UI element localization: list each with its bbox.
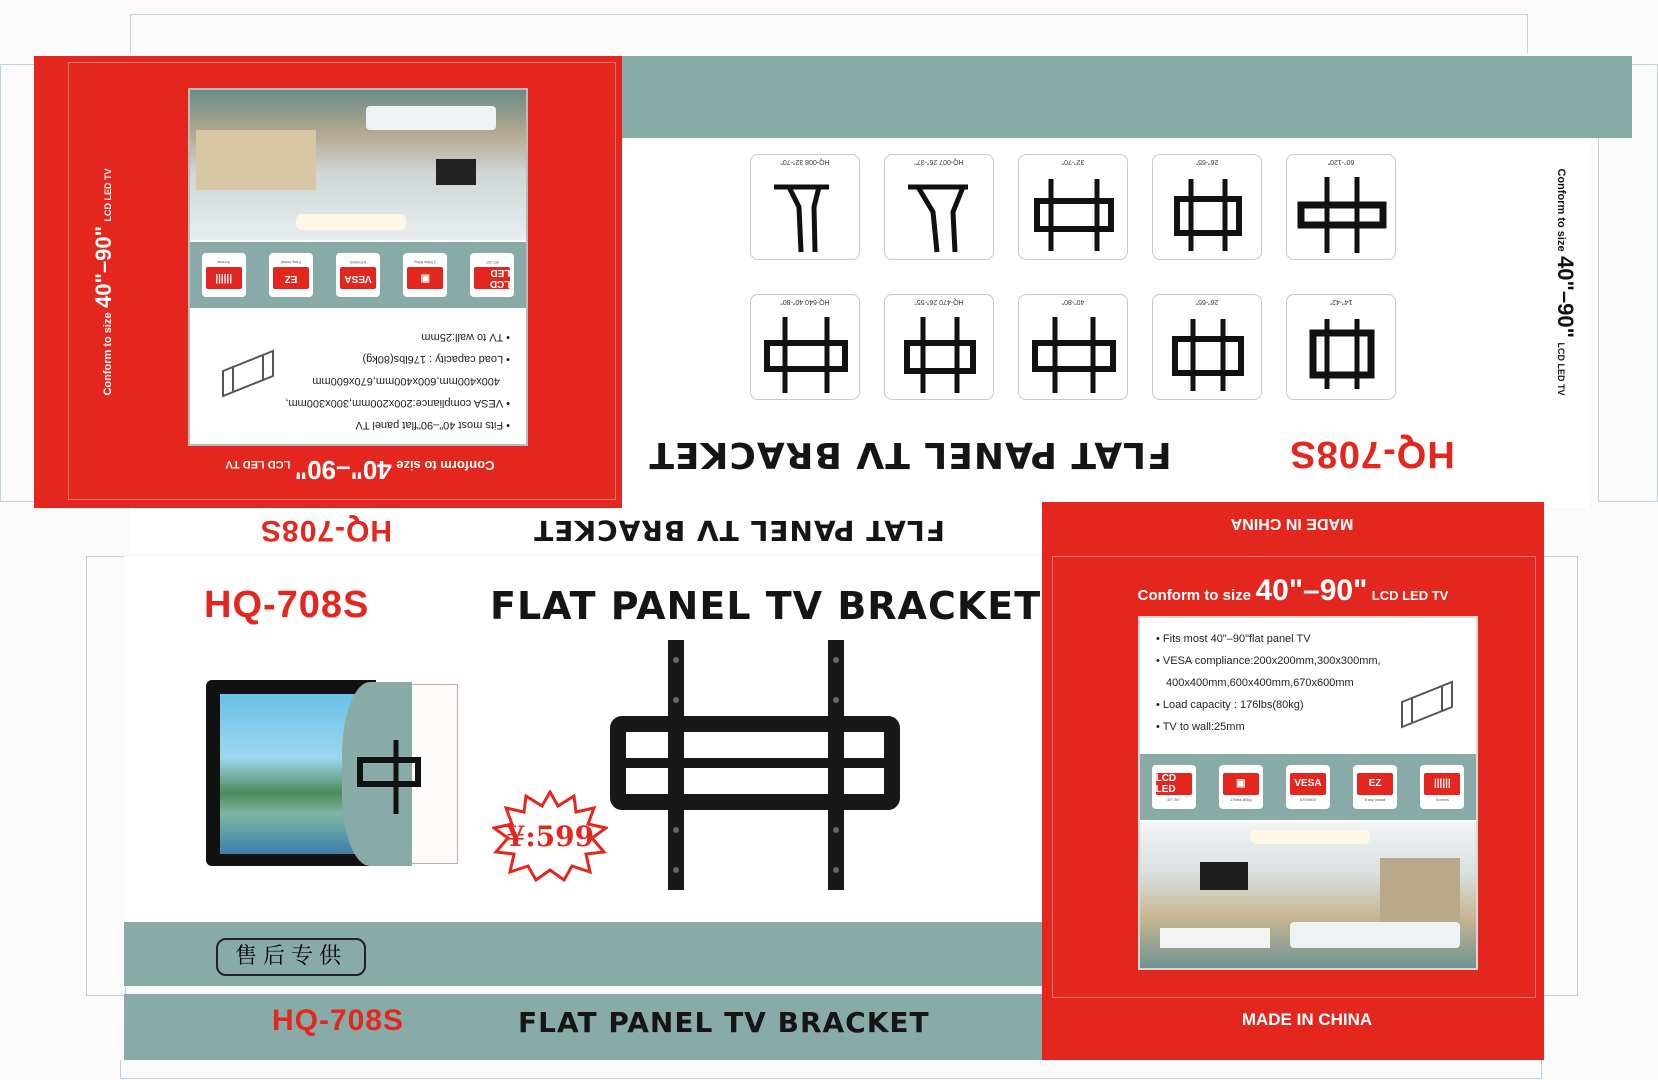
front-sku: HQ-708S bbox=[204, 584, 370, 626]
front-origin: MADE IN CHINA bbox=[1241, 1010, 1373, 1029]
bracket-glyph bbox=[1303, 315, 1381, 393]
thumb-frame-5: HQ-470 26"-55" bbox=[884, 294, 994, 400]
bracket-glyph bbox=[1297, 173, 1387, 255]
lcd-led-icon: LCD LED 40"-90" bbox=[1152, 765, 1196, 809]
thumb-frame-8: 14"-42" bbox=[1286, 294, 1396, 400]
left-vertical-size-line: Conform to size 40"–90" LCD LED TV bbox=[91, 168, 116, 396]
dieline-lower-left bbox=[86, 556, 126, 996]
thumb-frame-1: 32"-70" bbox=[1018, 154, 1128, 260]
dieline-bottom bbox=[120, 1060, 1542, 1079]
thumb-arm-2: HQ-007 26"-37" bbox=[884, 154, 994, 260]
tilt-arm-glyph bbox=[903, 177, 977, 255]
price-tag: ¥:599 bbox=[505, 820, 595, 853]
bracket-glyph bbox=[1029, 313, 1119, 395]
vesa-icon: VESA 670X600 bbox=[1286, 765, 1330, 809]
peel-bracket-glyph bbox=[356, 736, 426, 816]
thumb-frame-7: 26"-65" bbox=[1152, 294, 1262, 400]
front-size-line: Conform to size 40"–90" LCD LED TV bbox=[1137, 574, 1449, 607]
tilt-arm-glyph bbox=[769, 177, 843, 255]
flap-flipped-title: FLAT PANEL TV BRACKET bbox=[533, 514, 945, 547]
dieline-left bbox=[0, 64, 36, 502]
load-capacity-icon: ▣ 176lbs 80kg bbox=[1219, 765, 1263, 809]
dieline-top bbox=[130, 14, 1528, 53]
front-feature-icon-strip bbox=[1140, 754, 1476, 820]
top-spec-panel bbox=[188, 88, 528, 446]
bracket-glyph bbox=[1029, 173, 1119, 255]
bottom-sku: HQ-708S bbox=[272, 1004, 405, 1037]
right-vertical-size-line: Conform to size 40"–90" LCD LED TV bbox=[1553, 168, 1578, 396]
bracket-diagram bbox=[203, 336, 283, 406]
screws-icon: |||||| Screws bbox=[1420, 765, 1464, 809]
bracket-glyph bbox=[895, 313, 985, 395]
bracket-glyph bbox=[1163, 173, 1253, 255]
lcd-led-icon: LCD LED 40"-90" bbox=[470, 253, 514, 297]
top-flipped-sku: HQ-708S bbox=[1289, 433, 1455, 475]
spec-list: • Fits most 40"–90"flat panel TV • VESA compliance:200x200mm,300x300mm, 400x400mm,600x400mm,670x600mm • Load capacity : 176lbs(80kg) • TV to wall:25mm bbox=[285, 331, 510, 431]
bracket-glyph bbox=[761, 313, 851, 395]
bottom-title: FLAT PANEL TV BRACKET bbox=[518, 1006, 930, 1039]
ez-install-icon: EZ Easy install bbox=[269, 253, 313, 297]
bracket-product-glyph bbox=[610, 640, 900, 890]
front-spec-list: • Fits most 40"–90"flat panel TV • VESA compliance:200x200mm,300x300mm, 400x400mm,600x400mm,670x600mm • Load capacity : 176lbs(80kg) • TV to wall:25mm bbox=[1156, 633, 1381, 733]
thumb-frame-3: 60"-120" bbox=[1286, 154, 1396, 260]
front-bracket-diagram bbox=[1392, 672, 1472, 742]
front-living-room-photo bbox=[1140, 822, 1476, 968]
load-capacity-icon: ▣ 176lbs 80kg bbox=[403, 253, 447, 297]
living-room-photo bbox=[190, 90, 526, 240]
aftersale-badge: 售后专供 bbox=[216, 938, 366, 976]
top-flipped-title: FLAT PANEL TV BRACKET bbox=[648, 434, 1172, 475]
tv-illustration bbox=[206, 676, 456, 870]
flap-flipped-sku: HQ-708S bbox=[259, 514, 393, 547]
top-teal-band bbox=[622, 56, 1632, 138]
top-size-line: Conform to size 40"–90" LCD LED TV bbox=[225, 455, 495, 485]
front-title: FLAT PANEL TV BRACKET bbox=[490, 584, 1042, 628]
flap-origin-flipped: MADE IN CHINA bbox=[1230, 515, 1354, 532]
feature-icon-strip bbox=[190, 242, 526, 308]
screws-icon: |||||| Screws bbox=[202, 253, 246, 297]
thumb-frame-4: HQ-640 40"-80" bbox=[750, 294, 860, 400]
thumb-frame-2: 26"-65" bbox=[1152, 154, 1262, 260]
thumb-arm-1: HQ-008 32"-70" bbox=[750, 154, 860, 260]
thumb-frame-6: 40"-80" bbox=[1018, 294, 1128, 400]
bracket-glyph bbox=[1163, 313, 1253, 395]
vesa-icon: VESA 670X600 bbox=[336, 253, 380, 297]
ez-install-icon: EZ Easy install bbox=[1353, 765, 1397, 809]
